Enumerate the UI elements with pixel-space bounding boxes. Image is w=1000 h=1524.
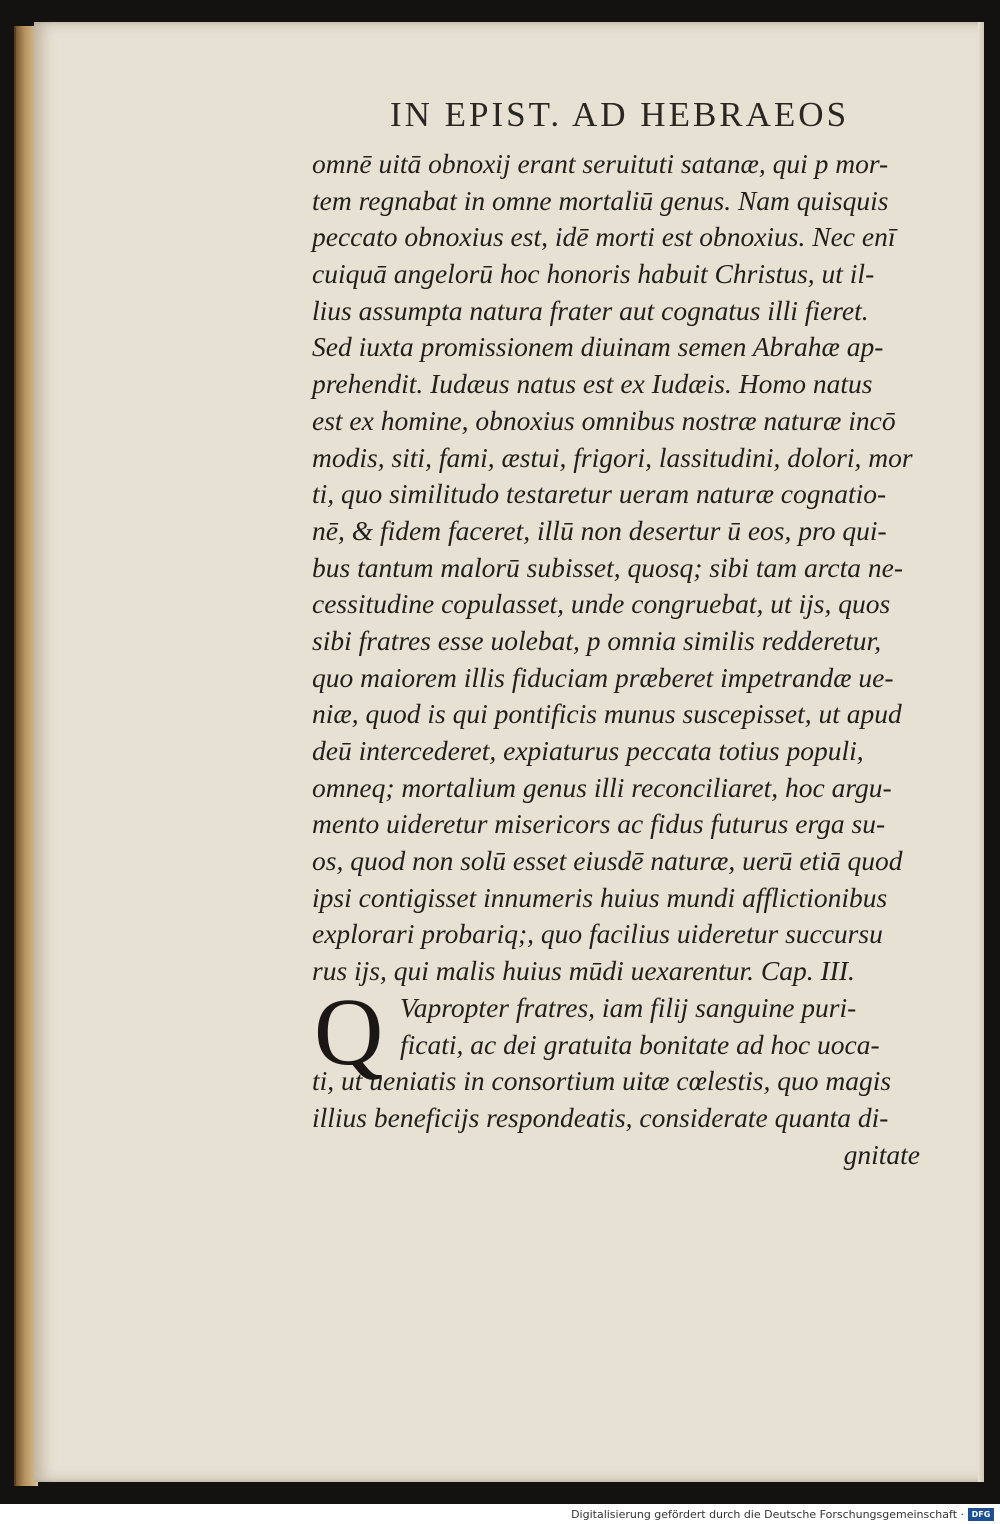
text-line: nē, & fidem faceret, illū non desertur ū eos, pro qui- — [312, 514, 887, 546]
dfg-logo: DFG — [968, 1508, 994, 1521]
funding-credit: Digitalisierung gefördert durch die Deutsche Forschungsgemeinschaft · — [571, 1508, 964, 1521]
text-line: lius assumpta natura frater aut cognatus illi fieret. — [312, 294, 869, 326]
text-line: deū intercederet, expiaturus peccata totius populi, — [312, 735, 864, 766]
text-line: ficati, ac dei gratuita bonitate ad hoc uoca- — [400, 1028, 880, 1060]
page-edge — [978, 22, 984, 1482]
text-line: ti, quo similitudo testaretur ueram naturæ cognatio- — [312, 478, 887, 510]
text-line: omnē uitā obnoxij erant seruituti satanæ, qui p mor- — [312, 148, 889, 179]
text-line: modis, siti, fami, æstui, frigori, lassitudini, dolori, mor — [312, 441, 913, 473]
text-line: peccato obnoxius est, idē morti est obnoxius. Nec enī — [312, 221, 896, 253]
text-line: rus ijs, qui malis huius mūdi uexarentur. Cap. III. — [312, 955, 855, 987]
text-line: quo maiorem illis fiduciam præberet impetrandæ ue- — [312, 661, 894, 693]
footer-bar — [0, 1504, 1000, 1524]
text-line: bus tantum malorū subisset, quosq; sibi tam arcta ne- — [312, 551, 903, 583]
text-line: Sed iuxta promissionem diuinam semen Abrahæ ap- — [312, 331, 884, 363]
text-line: cuiquā angelorū hoc honoris habuit Christus, ut il- — [312, 258, 875, 290]
text-line: tem regnabat in omne mortaliū genus. Nam quisquis — [312, 184, 889, 216]
running-title: IN EPIST. AD HEBRAEOS — [390, 95, 850, 134]
text-line: illius beneficijs respondeatis, considerate quanta di- — [312, 1101, 889, 1133]
text-line: omneq; mortalium genus illi reconciliaret, hoc argu- — [312, 771, 892, 803]
text-line: ti, ut ueniatis in consortium uitæ cœlestis, quo magis — [312, 1065, 892, 1097]
text-line: os, quod non solū esset eiusdē naturæ, uerū etiā quod — [312, 845, 903, 877]
text-line: cessitudine copulasset, unde congruebat, ut ijs, quos — [312, 588, 891, 620]
text-line: ipsi contigisset innumeris huius mundi afflictionibus — [312, 881, 888, 913]
text-line: sibi fratres esse uolebat, p omnia similis redderetur, — [312, 624, 882, 656]
text-line: Vapropter fratres, iam filij sanguine puri- — [400, 991, 857, 1023]
text-line: est ex homine, obnoxius omnibus nostræ naturæ incō — [312, 404, 896, 436]
text-line: niæ, quod is qui pontificis munus suscepisset, ut apud — [312, 698, 902, 730]
text-line: mento uideretur misericors ac fidus futurus erga su- — [312, 808, 886, 840]
catchword: gnitate — [843, 1138, 920, 1170]
main-text — [312, 146, 942, 1173]
text-line: prehendit. Iudæus natus est ex Iudæis. Homo natus — [312, 368, 873, 400]
text-line: explorari probariq;, quo facilius uideretur succursu — [312, 918, 883, 950]
drop-cap-initial: Q — [314, 977, 384, 1085]
